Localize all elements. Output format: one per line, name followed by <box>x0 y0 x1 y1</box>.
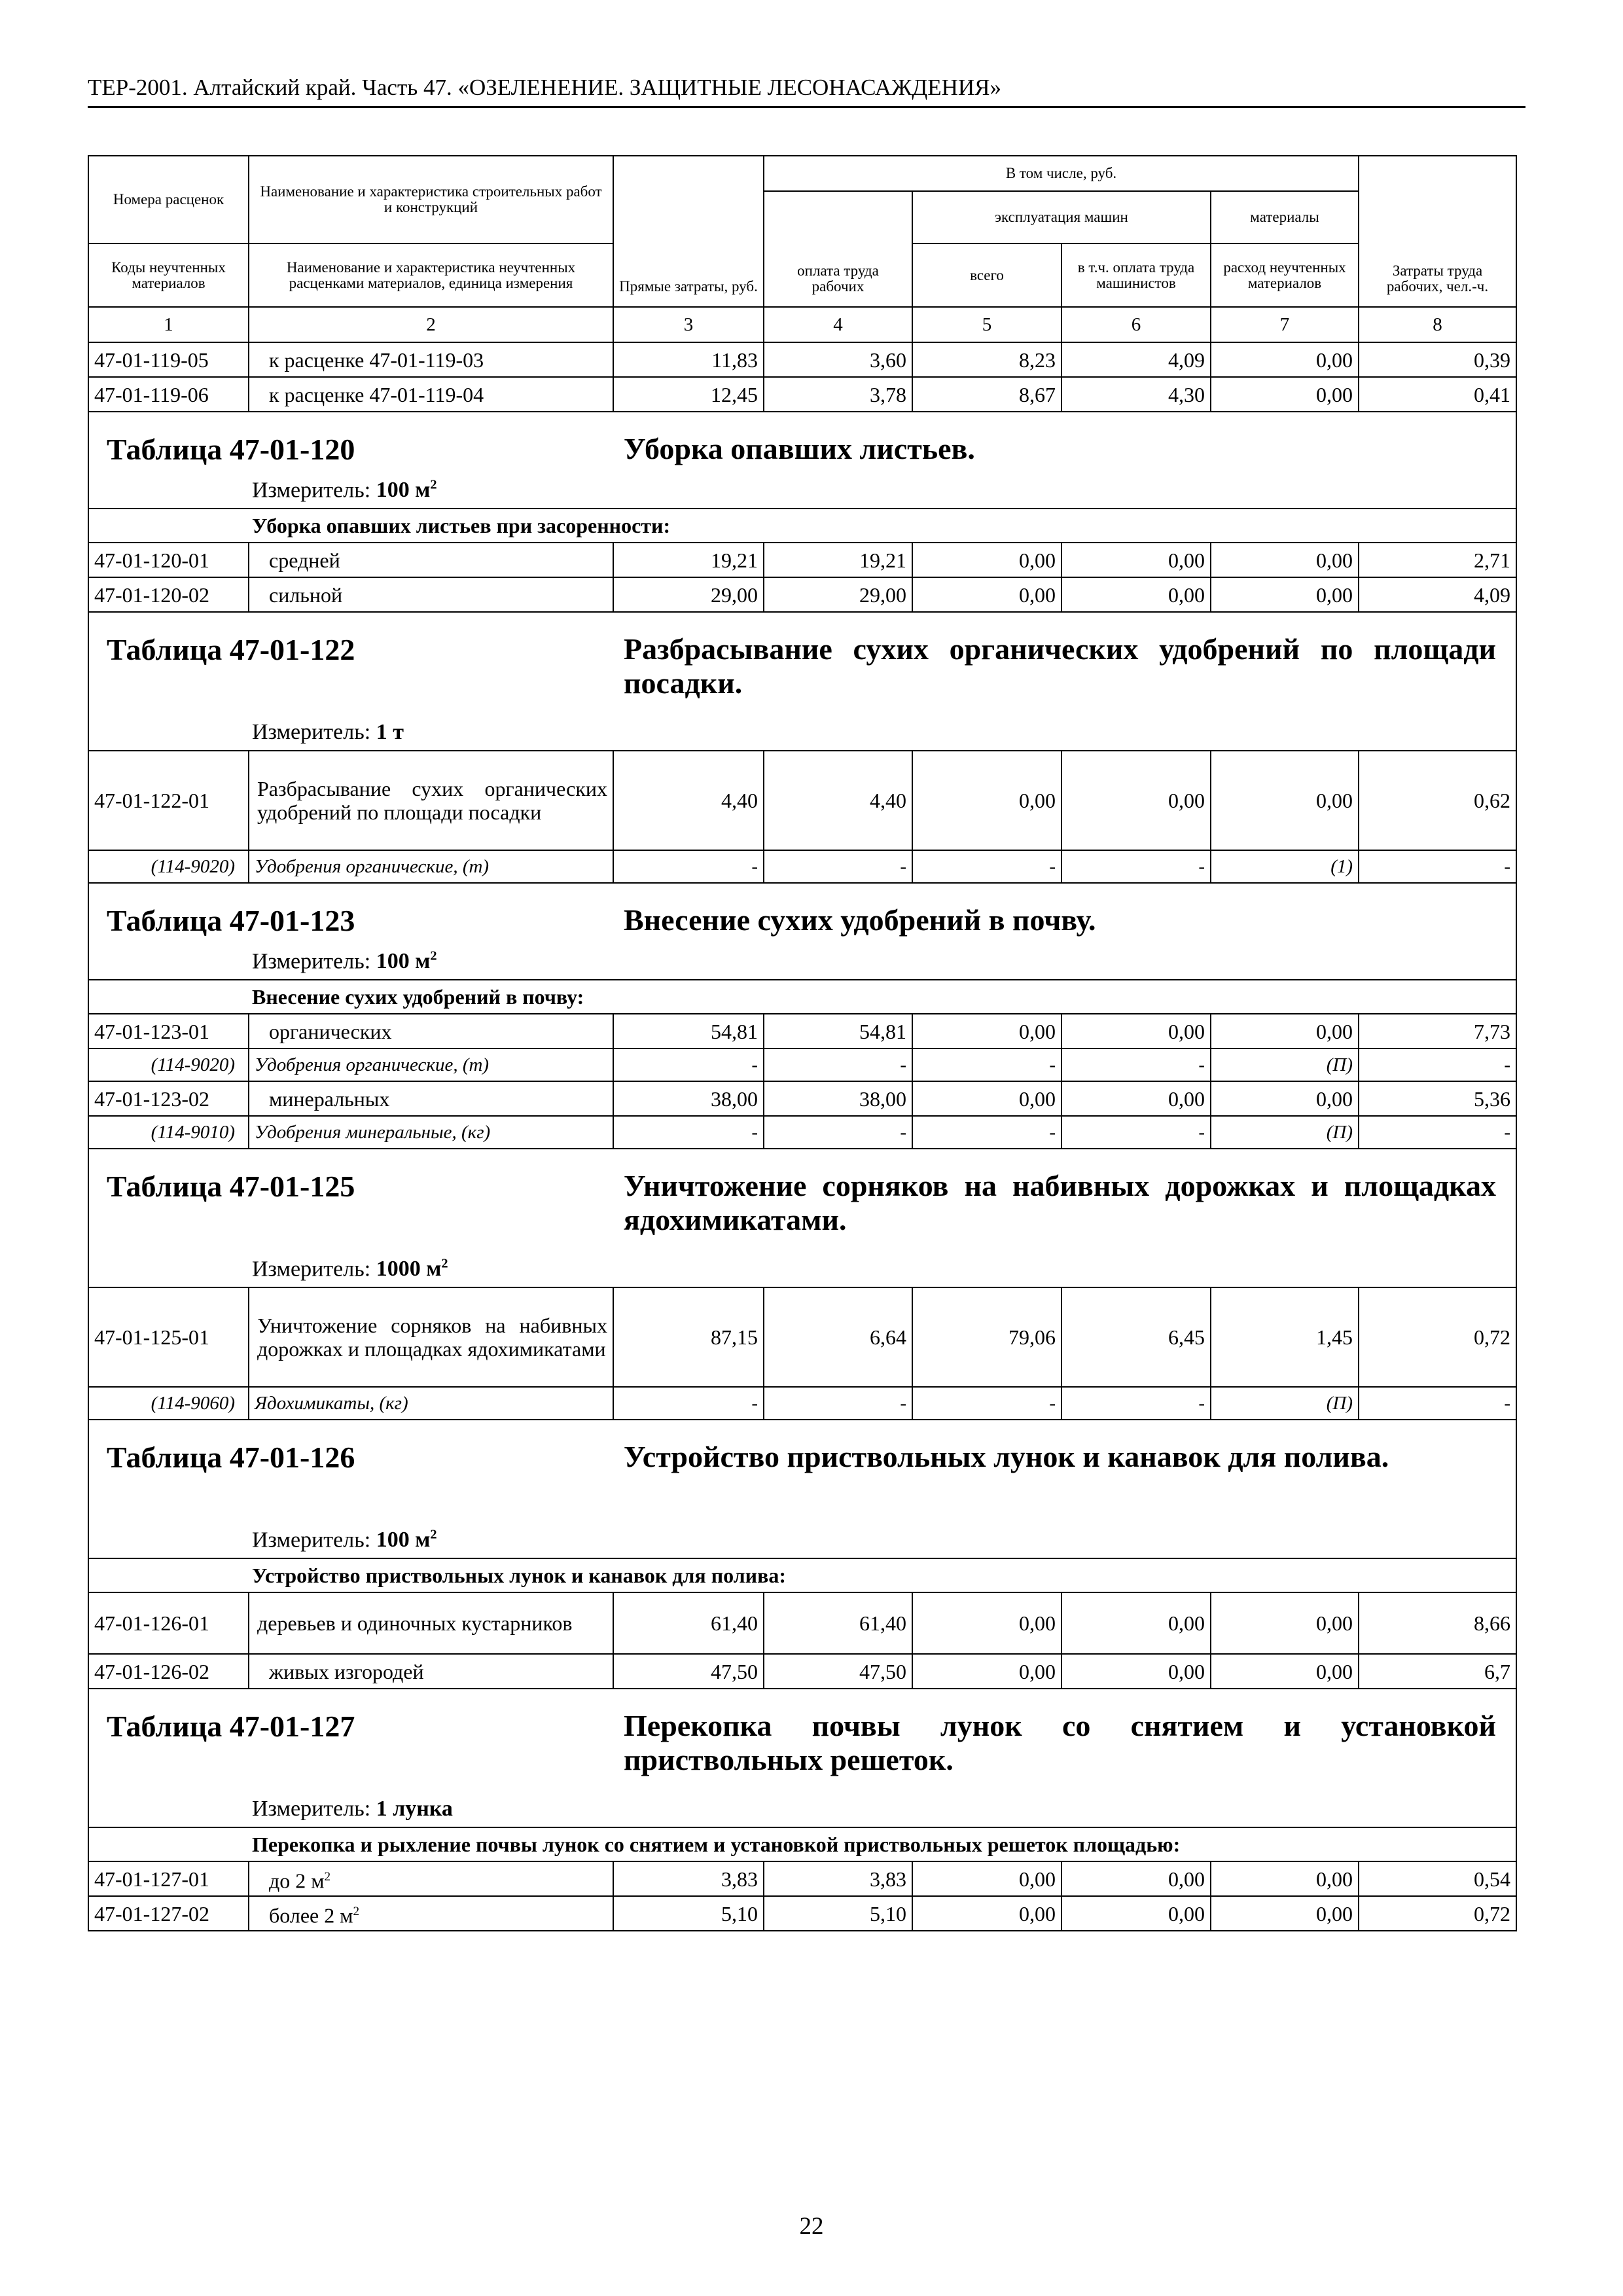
table-title: Разбрасывание сухих органических удобрений по площади посадки. <box>624 632 1496 700</box>
value-cell: 12,45 <box>613 377 764 412</box>
col-number: 2 <box>249 307 613 342</box>
section-heading: Уборка опавших листьев при засоренности: <box>88 509 1516 543</box>
rate-code: 47-01-126-01 <box>88 1592 249 1654</box>
table-row <box>88 377 1516 412</box>
unit-of-measure: Измеритель: 100 $м^2$ <box>252 477 437 502</box>
section-heading: Устройство приствольных лунок и канавок для полива: <box>88 1558 1516 1592</box>
value-cell: 0,00 <box>912 1896 1061 1931</box>
value-cell: 29,00 <box>613 577 764 612</box>
rate-name: сильной <box>249 577 613 612</box>
th-name-top: Наименование и характеристика строительных работ и конструкций <box>249 156 613 243</box>
rate-name: средней <box>249 543 613 577</box>
th-name-bottom: Наименование и характеристика неучтенных расценками материалов, единица измерения <box>249 243 613 307</box>
material-row <box>88 1049 1516 1081</box>
rate-code: 47-01-127-02 <box>88 1896 249 1931</box>
th-direct-costs: Прямые затраты, руб. <box>613 156 764 307</box>
table-label: Таблица 47-01-126 <box>107 1441 355 1474</box>
value-cell: - <box>1061 1049 1211 1081</box>
table-title-row <box>88 1689 1516 1827</box>
value-cell: 8,23 <box>912 342 1061 377</box>
table-title: Внесение сухих удобрений в почву. <box>624 903 1096 937</box>
material-row <box>88 1116 1516 1149</box>
value-cell: 0,00 <box>912 1861 1061 1896</box>
value-cell: 4,40 <box>764 751 912 850</box>
table-title: Уборка опавших листьев. <box>624 432 975 465</box>
value-cell: 0,72 <box>1359 1287 1516 1387</box>
value-cell: 4,09 <box>1061 342 1211 377</box>
running-header: ТЕР-2001. Алтайский край. Часть 47. «ОЗЕЛЕНЕНИЕ. ЗАЩИТНЫЕ ЛЕСОНАСАЖДЕНИЯ» <box>88 75 1002 100</box>
value-cell: 38,00 <box>764 1081 912 1116</box>
value-cell: 38,00 <box>613 1081 764 1116</box>
table-row <box>88 1287 1516 1387</box>
value-cell: 0,00 <box>1211 1592 1359 1654</box>
value-cell: 1,45 <box>1211 1287 1359 1387</box>
value-cell: - <box>1359 1049 1516 1081</box>
value-cell: 19,21 <box>613 543 764 577</box>
col-number: 6 <box>1061 307 1211 342</box>
material-code: (114-9010) <box>88 1116 249 1149</box>
value-cell: 4,40 <box>613 751 764 850</box>
value-cell: 54,81 <box>764 1014 912 1049</box>
unit-of-measure: Измеритель: 1 лунка <box>252 1797 453 1821</box>
value-cell: 3,78 <box>764 377 912 412</box>
value-cell: - <box>613 1049 764 1081</box>
table-title: Уничтожение сорняков на набивных дорожках и площадках ядохимикатами. <box>624 1169 1496 1236</box>
value-cell: 0,54 <box>1359 1861 1516 1896</box>
value-cell: - <box>1359 850 1516 883</box>
rate-name: деревьев и одиночных кустарников <box>249 1592 613 1654</box>
value-cell: 8,67 <box>912 377 1061 412</box>
value-cell: 0,00 <box>1061 1896 1211 1931</box>
value-cell: - <box>1359 1387 1516 1420</box>
value-cell: 0,41 <box>1359 377 1516 412</box>
material-row <box>88 850 1516 883</box>
table-row <box>88 1081 1516 1116</box>
table-row <box>88 1896 1516 1931</box>
table-title-row <box>88 1420 1516 1558</box>
th-labor-pay: оплата труда рабочих <box>764 191 912 307</box>
value-cell: 0,00 <box>1061 543 1211 577</box>
rate-name: Уничтожение сорняков на набивных дорожках и площадках ядохимикатами <box>249 1287 613 1387</box>
table-title-row <box>88 883 1516 980</box>
table-title-row <box>88 412 1516 509</box>
page-number: 22 <box>799 2213 824 2240</box>
value-cell: 0,00 <box>1211 1654 1359 1689</box>
value-cell: - <box>912 1387 1061 1420</box>
value-cell: (П) <box>1211 1387 1359 1420</box>
section-heading-row <box>88 1827 1516 1861</box>
value-cell: 8,66 <box>1359 1592 1516 1654</box>
value-cell: 4,09 <box>1359 577 1516 612</box>
value-cell: 4,30 <box>1061 377 1211 412</box>
value-cell: 47,50 <box>613 1654 764 1689</box>
value-cell: 0,00 <box>1061 1014 1211 1049</box>
rate-code: 47-01-120-01 <box>88 543 249 577</box>
rate-name: живых изгородей <box>249 1654 613 1689</box>
value-cell: 87,15 <box>613 1287 764 1387</box>
value-cell: 0,00 <box>1211 1014 1359 1049</box>
value-cell: 0,00 <box>912 1592 1061 1654</box>
value-cell: - <box>613 1116 764 1149</box>
material-row <box>88 1387 1516 1420</box>
value-cell: - <box>764 1049 912 1081</box>
value-cell: 0,00 <box>1211 1081 1359 1116</box>
value-cell: 5,10 <box>764 1896 912 1931</box>
material-name: Удобрения органические, (т) <box>249 1049 613 1081</box>
value-cell: 0,00 <box>1211 577 1359 612</box>
unit-of-measure: Измеритель: 1000 $м^2$ <box>252 1256 448 1281</box>
header-row-1 <box>88 156 1516 191</box>
value-cell: - <box>1061 1387 1211 1420</box>
rate-name: более 2 $м^2$ <box>249 1896 613 1931</box>
rates-table <box>88 155 1517 1931</box>
value-cell: - <box>764 850 912 883</box>
section-heading: Перекопка и рыхление почвы лунок со снятием и установкой приствольных решеток площадью: <box>88 1827 1516 1861</box>
material-name: Ядохимикаты, (кг) <box>249 1387 613 1420</box>
value-cell: 0,72 <box>1359 1896 1516 1931</box>
value-cell: - <box>1061 850 1211 883</box>
rate-code: 47-01-122-01 <box>88 751 249 850</box>
table-row <box>88 751 1516 850</box>
value-cell: - <box>1359 1116 1516 1149</box>
col-number: 8 <box>1359 307 1516 342</box>
value-cell: 6,45 <box>1061 1287 1211 1387</box>
value-cell: 5,10 <box>613 1896 764 1931</box>
value-cell: 0,00 <box>912 1014 1061 1049</box>
table-row <box>88 1592 1516 1654</box>
value-cell: - <box>764 1116 912 1149</box>
table-title-row <box>88 612 1516 751</box>
th-machine-operation: эксплуатация машин <box>912 191 1211 243</box>
table-title: Перекопка почвы лунок со снятием и установкой приствольных решеток. <box>624 1709 1496 1776</box>
table-row <box>88 543 1516 577</box>
value-cell: - <box>1061 1116 1211 1149</box>
value-cell: 0,00 <box>1211 543 1359 577</box>
table-row <box>88 1861 1516 1896</box>
value-cell: - <box>764 1387 912 1420</box>
col-number: 3 <box>613 307 764 342</box>
table-label: Таблица 47-01-123 <box>107 904 355 937</box>
table-label: Таблица 47-01-127 <box>107 1710 355 1743</box>
value-cell: 54,81 <box>613 1014 764 1049</box>
value-cell: 0,00 <box>912 751 1061 850</box>
value-cell: 0,00 <box>1211 751 1359 850</box>
value-cell: 3,83 <box>613 1861 764 1896</box>
table-row <box>88 1654 1516 1689</box>
unit-of-measure: Измеритель: 100 $м^2$ <box>252 948 437 973</box>
value-cell: 79,06 <box>912 1287 1061 1387</box>
rate-code: 47-01-119-05 <box>88 342 249 377</box>
th-code-top: Номера расценок <box>88 156 249 243</box>
value-cell: 2,71 <box>1359 543 1516 577</box>
value-cell: 61,40 <box>764 1592 912 1654</box>
column-numbers-row <box>88 307 1516 342</box>
value-cell: 0,00 <box>1211 342 1359 377</box>
table-row <box>88 577 1516 612</box>
value-cell: 0,00 <box>1211 1861 1359 1896</box>
th-machine-total: всего <box>912 243 1061 307</box>
th-machine-labor: в т.ч. оплата труда машинистов <box>1061 243 1211 307</box>
value-cell: 3,83 <box>764 1861 912 1896</box>
section-heading-row <box>88 1558 1516 1592</box>
rate-code: 47-01-119-06 <box>88 377 249 412</box>
header-rule <box>88 106 1525 108</box>
table-label: Таблица 47-01-122 <box>107 633 355 666</box>
value-cell: - <box>613 850 764 883</box>
section-heading: Внесение сухих удобрений в почву: <box>88 980 1516 1014</box>
value-cell: 0,00 <box>1211 1896 1359 1931</box>
value-cell: 3,60 <box>764 342 912 377</box>
value-cell: 0,00 <box>1061 1654 1211 1689</box>
rate-name: Разбрасывание сухих органических удобрений по площади посадки <box>249 751 613 850</box>
rate-code: 47-01-127-01 <box>88 1861 249 1896</box>
col-number: 5 <box>912 307 1061 342</box>
material-code: (114-9060) <box>88 1387 249 1420</box>
material-name: Удобрения минеральные, (кг) <box>249 1116 613 1149</box>
value-cell: 6,64 <box>764 1287 912 1387</box>
th-materials-expense: расход неучтенных материалов <box>1211 243 1359 307</box>
th-labor-costs: Затраты труда рабочих, чел.-ч. <box>1359 156 1516 307</box>
rate-name: до 2 $м^2$ <box>249 1861 613 1896</box>
value-cell: 5,36 <box>1359 1081 1516 1116</box>
table-title-row <box>88 1149 1516 1287</box>
value-cell: 6,7 <box>1359 1654 1516 1689</box>
value-cell: 29,00 <box>764 577 912 612</box>
rate-name: к расценке 47-01-119-04 <box>249 377 613 412</box>
value-cell: 0,00 <box>1211 377 1359 412</box>
table-row <box>88 1014 1516 1049</box>
rate-name: минеральных <box>249 1081 613 1116</box>
value-cell: 0,00 <box>1061 751 1211 850</box>
rate-name: органических <box>249 1014 613 1049</box>
value-cell: - <box>912 1116 1061 1149</box>
th-including: В том числе, руб. <box>764 156 1359 191</box>
rate-code: 47-01-120-02 <box>88 577 249 612</box>
table-title: Устройство приствольных лунок и канавок для полива. <box>624 1440 1389 1473</box>
section-heading-row <box>88 509 1516 543</box>
table-label: Таблица 47-01-120 <box>107 433 355 466</box>
value-cell: - <box>613 1387 764 1420</box>
value-cell: 0,00 <box>912 1081 1061 1116</box>
value-cell: 47,50 <box>764 1654 912 1689</box>
col-number: 1 <box>88 307 249 342</box>
value-cell: 11,83 <box>613 342 764 377</box>
rate-code: 47-01-123-02 <box>88 1081 249 1116</box>
value-cell: 0,62 <box>1359 751 1516 850</box>
material-code: (114-9020) <box>88 1049 249 1081</box>
rate-code: 47-01-123-01 <box>88 1014 249 1049</box>
value-cell: 0,00 <box>912 1654 1061 1689</box>
value-cell: (П) <box>1211 1116 1359 1149</box>
value-cell: 0,00 <box>1061 1592 1211 1654</box>
col-number: 4 <box>764 307 912 342</box>
value-cell: 19,21 <box>764 543 912 577</box>
value-cell: 0,39 <box>1359 342 1516 377</box>
value-cell: 0,00 <box>1061 577 1211 612</box>
value-cell: 0,00 <box>1061 1861 1211 1896</box>
th-materials: материалы <box>1211 191 1359 243</box>
value-cell: 7,73 <box>1359 1014 1516 1049</box>
table-row <box>88 342 1516 377</box>
value-cell: 0,00 <box>912 577 1061 612</box>
unit-of-measure: Измеритель: 100 $м^2$ <box>252 1527 437 1552</box>
rate-name: к расценке 47-01-119-03 <box>249 342 613 377</box>
col-number: 7 <box>1211 307 1359 342</box>
rate-code: 47-01-125-01 <box>88 1287 249 1387</box>
material-code: (114-9020) <box>88 850 249 883</box>
value-cell: (1) <box>1211 850 1359 883</box>
value-cell: - <box>912 1049 1061 1081</box>
material-name: Удобрения органические, (т) <box>249 850 613 883</box>
value-cell: - <box>912 850 1061 883</box>
unit-of-measure: Измеритель: 1 т <box>252 720 404 744</box>
value-cell: 0,00 <box>912 543 1061 577</box>
rate-code: 47-01-126-02 <box>88 1654 249 1689</box>
value-cell: 61,40 <box>613 1592 764 1654</box>
th-code-bottom: Коды неучтенных материалов <box>88 243 249 307</box>
value-cell: 0,00 <box>1061 1081 1211 1116</box>
section-heading-row <box>88 980 1516 1014</box>
table-label: Таблица 47-01-125 <box>107 1170 355 1203</box>
value-cell: (П) <box>1211 1049 1359 1081</box>
